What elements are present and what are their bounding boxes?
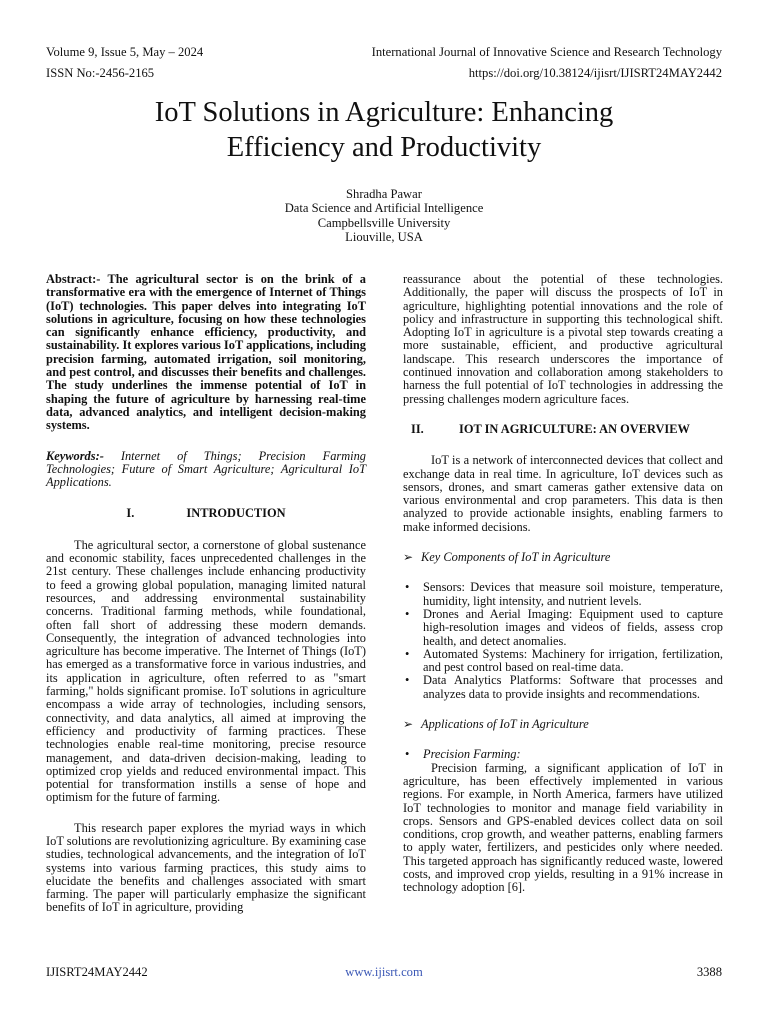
arrow-bullet-icon: ➢	[403, 550, 414, 565]
section-1-heading	[46, 507, 366, 520]
intro-paragraph-1: The agricultural sector, a cornerstone of global sustenance and economic stability, faces unprecedented challenges in the 21st century. These challenges include enhancing productivity to feed a growing global population, managing limited natural resources, and addressing environmental sustainability concerns. Traditional farming methods, while foundational, often fall short of addressing these modern demands. Consequently, the integration of advanced technologies into agriculture has become imperative. The Internet of Things (IoT) has emerged as a transformative force in various industries, and its application in agriculture, often referred to as "smart farming," holds significant promise. IoT solutions in agriculture encompass a wide array of technologies, including sensors, connectivity, and data analytics, all aimed at improving the efficiency and productivity of farming practices. These technologies enable real-time monitoring, precise resource management, and data-driven decision-making, leading to optimized crop yields and reduced environmental impact. This potential for transformation instills a sense of hope and optimism for the future of farming.	[46, 537, 366, 805]
footer-paper-id: IJISRT24MAY2442	[46, 965, 148, 979]
section-1-title: INTRODUCTION	[186, 506, 286, 521]
applications-list	[403, 748, 723, 761]
author-dept: Data Science and Artificial Intelligence	[284, 201, 484, 216]
keywords	[46, 450, 366, 490]
bullet-icon: •	[405, 673, 410, 688]
author-location: Liouville, USA	[345, 230, 423, 245]
list-item	[403, 748, 723, 761]
keywords-text: Internet of Things; Precision Farming Technologies; Future of Smart Agriculture; Agricultural IoT Applications.	[46, 448, 366, 490]
intro-paragraph-2: This research paper explores the myriad ways in which IoT solutions are revolutionizing agriculture. By examining case studies, technological advancements, and the integration of IoT systems into various farming practices, this study aims to elucidate the benefits and challenges associated with smart farming. The paper will particularly emphasize the significant benefits of IoT in agriculture, providing	[46, 820, 366, 915]
precision-farming-label: Precision Farming:	[423, 747, 521, 762]
title-line-2: Efficiency and Productivity	[226, 132, 542, 163]
section-2-title: IOT IN AGRICULTURE: AN OVERVIEW	[459, 421, 690, 436]
volume-info: Volume 9, Issue 5, May – 2024	[46, 45, 204, 59]
bullet-icon: •	[405, 606, 410, 621]
bullet-icon: •	[405, 747, 410, 762]
subheading-key-components-text: Key Components of IoT in Agriculture	[421, 550, 611, 565]
subheading-applications-text: Applications of IoT in Agriculture	[421, 717, 589, 732]
list-item: • Automated Systems: Machinery for irrigation, fertilization, and pest control based on real-time data.	[405, 646, 723, 675]
bullet-icon: •	[405, 646, 410, 661]
right-column	[403, 273, 723, 895]
doi-link[interactable]: https://doi.org/10.38124/ijisrt/IJISRT24MAY2442	[468, 66, 722, 80]
issn: ISSN No:-2456-2165	[46, 66, 155, 80]
title-line-1: IoT Solutions in Agriculture: Enhancing	[154, 97, 614, 128]
section-2-heading	[403, 423, 723, 436]
subheading-applications	[403, 718, 723, 731]
intro-paragraph-2-continued: reassurance about the potential of these technologies. Additionally, the paper will discuss the prospects of IoT in agriculture, highlighting potential innovations and the role of policy and infrastructure in supporting this technological shift. Adopting IoT in agriculture is a pivotal step towards creating a more sustainable, efficient, and productive agricultural landscape. This research underscores the importance of continued innovation and collaboration among stakeholders to harness the full potential of IoT technologies in addressing the pressing challenges modern agriculture faces.	[403, 272, 723, 406]
website-link[interactable]: www.ijisrt.com	[345, 965, 423, 979]
precision-farming-paragraph: Precision farming, a significant application of IoT in agriculture, has been effectively implemented in various regions. For example, in North America, farmers have utilized IoT technologies to monitor and manage field variability in crops. Sensors and GPS-enabled devices collect data on soil conditions, crop growth, and weather patterns, enabling farmers to apply water, fertilizers, and pesticides only where needed. This targeted approach has significantly reduced waste, lowered costs, and improved crop yields, resulting in a 91% increase in technology adoption [6].	[403, 760, 723, 895]
author-name: Shradha Pawar	[346, 187, 422, 201]
page-number: 3388	[696, 965, 722, 979]
author-university: Campbellsville University	[317, 215, 451, 230]
arrow-bullet-icon: ➢	[403, 717, 414, 732]
keywords-label: Keywords:-	[46, 448, 104, 463]
bullet-icon: •	[405, 580, 410, 595]
subheading-key-components	[403, 551, 723, 564]
footer-website	[0, 964, 768, 980]
journal-name: International Journal of Innovative Science and Research Technology	[371, 45, 722, 59]
overview-paragraph: IoT is a network of interconnected devices that collect and exchange data in real time. In agriculture, IoT devices such as sensors, drones, and smart cameras gather extensive data on various environmental and crop parameters. This data is then analyzed to provide actionable insights, enabling farmers to make informed decisions.	[403, 453, 723, 534]
section-1-number: I.	[126, 506, 135, 521]
list-item: • Data Analytics Platforms: Software that processes and analyzes data to provide insights and recommendations.	[405, 673, 723, 701]
list-item: • Sensors: Devices that measure soil moisture, temperature, humidity, light intensity, and nutrient levels.	[405, 580, 723, 608]
key-components-list	[403, 581, 723, 701]
abstract: Abstract:- The agricultural sector is on the brink of a transformative era with the emergence of Internet of Things (IoT) technologies. This paper delves into integrating IoT solutions in agriculture, focusing on how these technologies can significantly enhance efficiency, productivity, and sustainability. It explores various IoT applications, including precision farming, automated irrigation, soil monitoring, and pest control, and discusses their benefits and challenges. The study underlines the immense potential of IoT in shaping the future of agriculture by harnessing real-time data, advanced analytics, and intelligent decision-making systems.	[46, 272, 366, 433]
list-item: • Drones and Aerial Imaging: Equipment used to capture high-resolution images and videos of fields, assess crop health, and detect anomalies.	[405, 606, 723, 648]
left-column	[46, 273, 366, 915]
author-block	[40, 187, 728, 245]
section-2-number: II.	[411, 421, 424, 436]
paper-title	[40, 95, 728, 165]
